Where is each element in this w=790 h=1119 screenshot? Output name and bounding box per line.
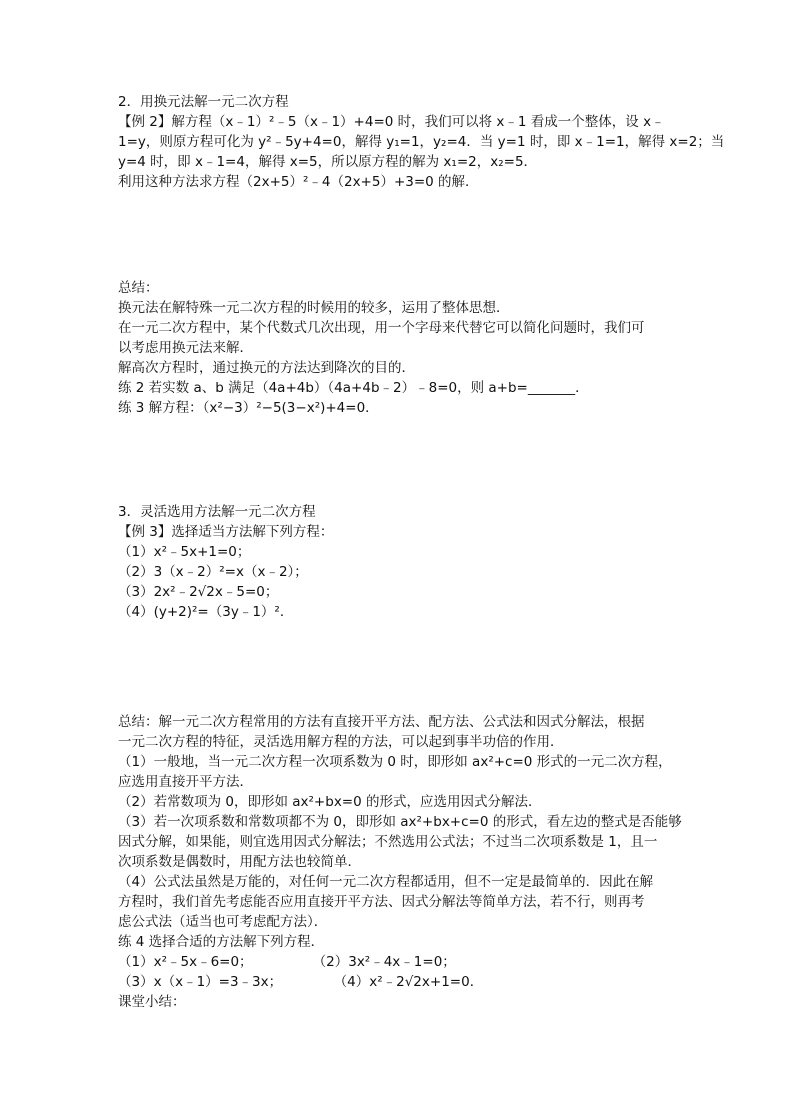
example-3-item-3: （3）2x²﹣2√2x﹣5=0； — [118, 584, 279, 600]
summary-3-line-7: 因式分解，如果能，则宜选用因式分解法；不然选用公式法；不过当二次项系数是 1，且一 — [118, 834, 658, 850]
answer-space — [118, 192, 678, 278]
exercise-4-row-2: （3）x（x﹣1）=3﹣3x； （4）x²﹣2√2x+1=0． — [118, 974, 484, 990]
example-2-line-1: 【例 2】解方程（x﹣1）²﹣5（x﹣1）+4=0 时，我们可以将 x﹣1 看成一个整体，设 x﹣ — [118, 114, 665, 130]
summary-3-line-3: （1）一般地，当一元二次方程一次项系数为 0 时，即形如 ax²+c=0 形式的一元二次方程， — [118, 754, 672, 770]
example-3-item-2: （2）3（x﹣2）²=x（x﹣2）； — [118, 564, 308, 580]
summary-3-line-9: （4）公式法虽然是万能的，对任何一元二次方程都适用，但不一定是最简单的．因此在解 — [118, 874, 654, 890]
summary-2-title: 总结： — [118, 280, 159, 296]
exercise-4-row-1: （1）x²﹣5x﹣6=0； （2）3x²﹣4x﹣1=0； — [118, 954, 456, 970]
section-3-heading: 3．灵活选用方法解一元二次方程 — [118, 504, 316, 520]
summary-2-line-1: 换元法在解特殊一元二次方程的时候用的较多，运用了整体思想． — [118, 300, 510, 316]
example-3-intro: 【例 3】选择适当方法解下列方程： — [118, 524, 334, 540]
summary-3-line-8: 次项系数是偶数时，用配方法也较简单． — [118, 854, 361, 870]
summary-3-line-2: 一元二次方程的特征，灵活选用解方程的方法，可以起到事半功倍的作用． — [118, 734, 564, 750]
summary-3-line-5: （2）若常数项为 0，即形如 ax²+bx=0 的形式，应选用因式分解法． — [118, 794, 542, 810]
section-2-heading: 2．用换元法解一元二次方程 — [118, 94, 289, 110]
summary-3-line-4: 应选用直接开平方法． — [118, 774, 253, 790]
exercise-3: 练 3 解方程：（x²−3）²−5(3−x²)+4=0． — [118, 400, 379, 416]
summary-2-line-4: 解高次方程时，通过换元的方法达到降次的目的． — [118, 360, 415, 376]
example-2-line-3: y=4 时，即 x﹣1=4，解得 x=5，所以原方程的解为 x₁=2，x₂=5． — [118, 154, 538, 170]
summary-3-line-6: （3）若一次项系数和常数项都不为 0，即形如 ax²+bx+c=0 的形式，看左边的整式是否能够 — [118, 814, 682, 830]
exercise-2: 练 2 若实数 a、b 满足（4a+4b）（4a+4b﹣2）﹣8=0，则 a+b=_______． — [118, 380, 589, 396]
answer-space — [118, 622, 678, 712]
summary-2-line-2: 在一元二次方程中，某个代数式几次出现，用一个字母来代替它可以简化问题时，我们可 — [118, 320, 645, 336]
summary-3-line-1: 总结：解一元二次方程常用的方法有直接开平方法、配方法、公式法和因式分解法，根据 — [118, 714, 645, 730]
class-summary-label: 课堂小结： — [118, 994, 186, 1010]
example-2-line-2: 1=y，则原方程可化为 y²﹣5y+4=0，解得 y₁=1，y₂=4．当 y=1 时，即 x﹣1=1，解得 x=2；当 — [118, 134, 725, 150]
example-3-item-1: （1）x²﹣5x+1=0； — [118, 544, 251, 560]
answer-space — [118, 418, 678, 502]
example-3-item-4: （4）(y+2)²=（3y﹣1）²． — [118, 604, 294, 620]
document-body — [118, 92, 725, 1012]
exercise-4-intro: 练 4 选择合适的方法解下列方程． — [118, 934, 325, 950]
summary-3-line-10: 方程时，我们首先考虑能否应用直接开平方法、因式分解法等简单方法，若不行，则再考 — [118, 894, 645, 910]
summary-3-line-11: 虑公式法（适当也可考虑配方法）． — [118, 914, 328, 930]
summary-2-line-3: 以考虑用换元法来解． — [118, 340, 253, 356]
example-2-line-4: 利用这种方法求方程（2x+5）²﹣4（2x+5）+3=0 的解． — [118, 174, 479, 190]
